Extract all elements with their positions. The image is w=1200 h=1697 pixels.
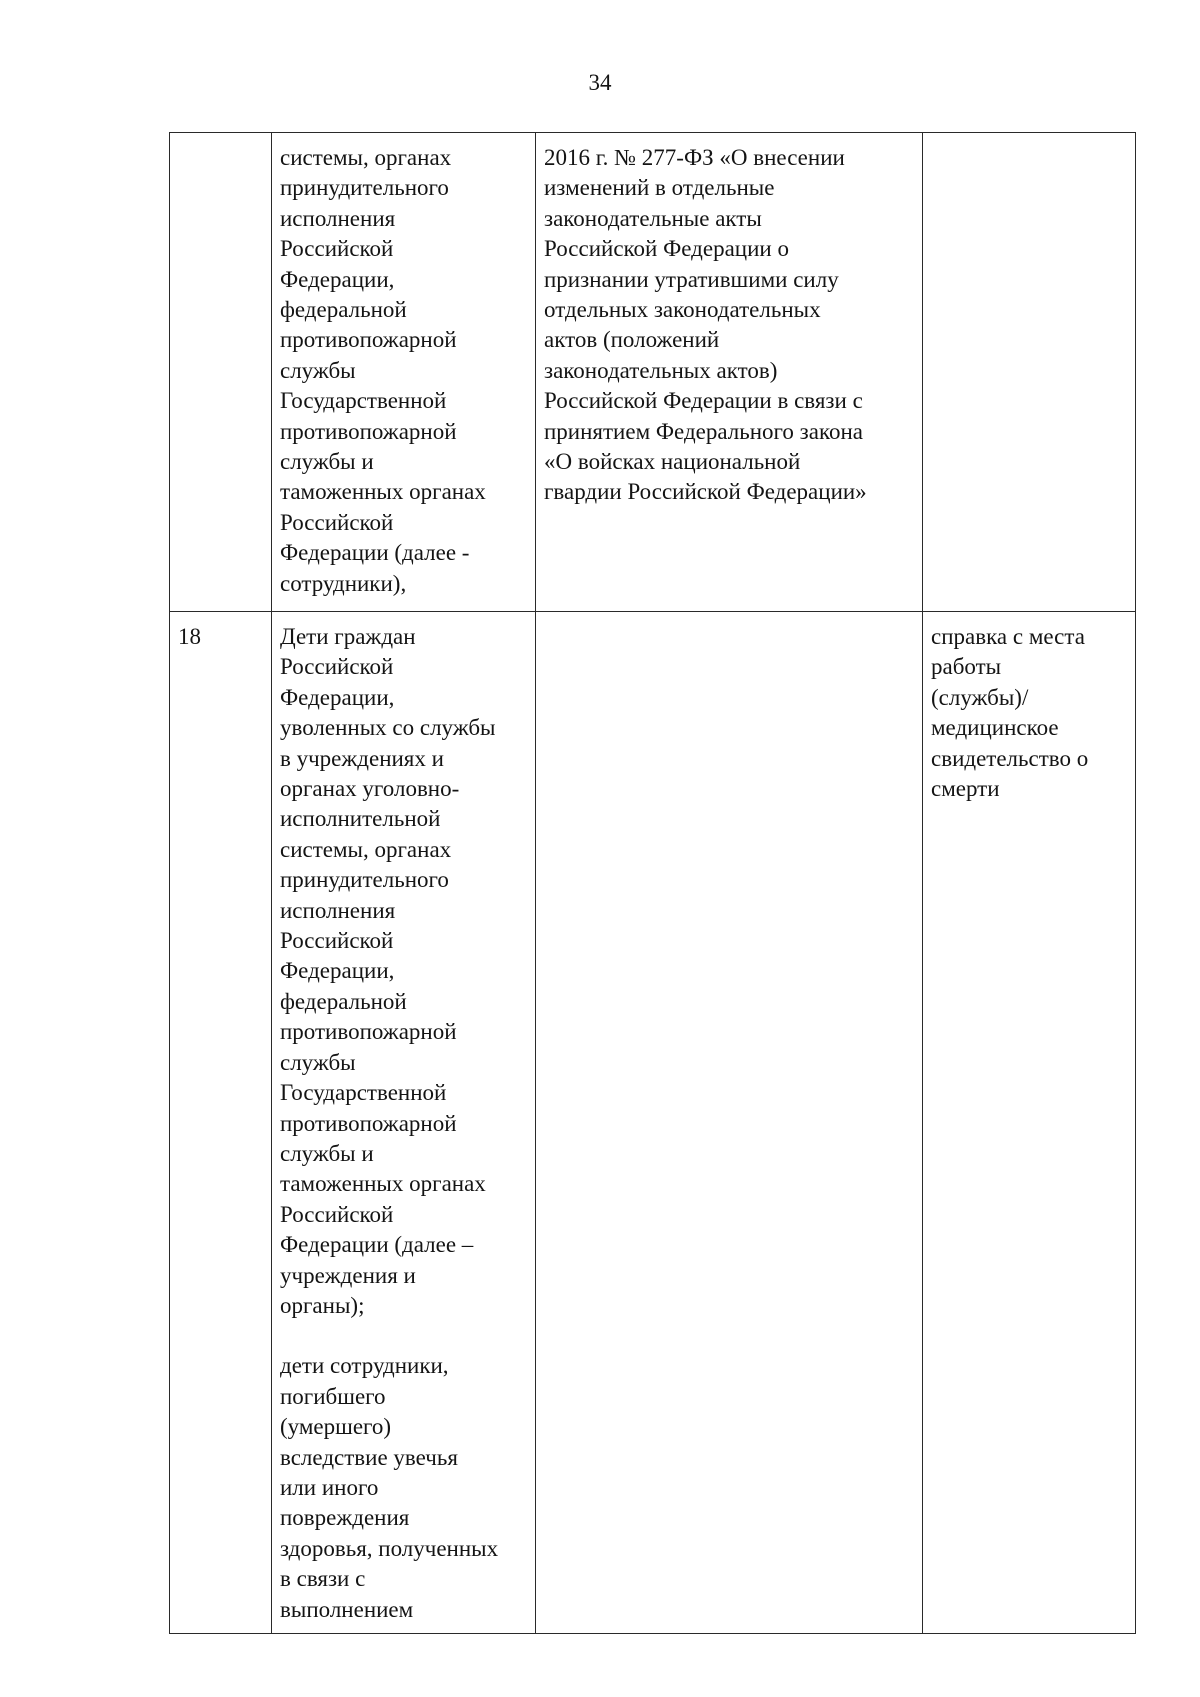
text-line: (умершего) [280,1414,392,1440]
text-line: исполнения [280,205,396,231]
text-line: в учреждениях и [280,745,444,771]
text-line: смерти [931,776,1000,802]
text-line: здоровья, полученных [280,1535,499,1561]
text-line: учреждения и [280,1262,416,1288]
text-line: справка с места [931,624,1085,649]
legal-basis-cell [536,133,923,612]
text-line: принятием Федерального закона [544,418,863,444]
text-line: противопожарной [280,1019,457,1045]
row-number-cell [170,133,272,612]
text-line: таможенных органах [280,1171,486,1197]
paragraph-gap [280,1321,527,1351]
text-line: выполнением [280,1596,414,1622]
text-line: погибшего [280,1383,386,1409]
text-line: службы и [280,449,374,475]
table-row [170,612,1136,1634]
text-line: Государственной [280,1080,447,1106]
text-line: службы [280,357,356,383]
text-line: органы); [280,1292,365,1318]
text-line: 2016 г. № 277-ФЗ «О внесении [544,145,845,170]
text-line: службы [280,1049,356,1075]
text-line: противопожарной [280,327,457,353]
row-number-cell [170,612,272,1634]
table-row [170,133,1136,612]
text-line: службы и [280,1140,374,1166]
text-line: Российской [280,509,394,535]
text-line: Дети граждан [280,624,416,649]
text-line: повреждения [280,1505,410,1531]
text-line: актов (положений [544,327,720,353]
category-cell [272,133,536,612]
text-line: дети сотрудники, [280,1353,449,1379]
text-line: (службы)/ [931,684,1029,710]
text-line: или иного [280,1474,379,1500]
legal-basis-cell [536,612,923,1634]
text-line: Государственной [280,388,447,414]
text-line: федеральной [280,988,407,1014]
text-line: в связи с [280,1566,366,1592]
text-line: противопожарной [280,418,457,444]
category-paragraph [280,622,527,1321]
text-line: законодательных актов) [544,357,778,383]
text-line: уволенных со службы [280,715,496,741]
documents-cell [923,133,1136,612]
category-cell [272,612,536,1634]
text-line: федеральной [280,297,407,323]
text-line: свидетельство о [931,745,1089,771]
text-line: изменений в отдельные [544,175,775,201]
row-number: 18 [178,624,201,649]
text-line: Российской [280,928,394,954]
text-line: органах уголовно- [280,776,460,802]
text-line: принудительного [280,175,449,201]
text-line: Российской Федерации в связи с [544,388,863,414]
text-line: признании утратившими силу [544,266,839,292]
text-line: Федерации, [280,266,395,292]
text-line: Федерации (далее – [280,1232,474,1258]
text-line: исполнения [280,897,396,923]
text-line: исполнительной [280,806,441,832]
text-line: системы, органах [280,836,452,862]
text-line: Федерации (далее - [280,540,470,566]
text-line: законодательные акты [544,205,762,231]
text-line: работы [931,654,1002,680]
text-line: Российской Федерации о [544,236,789,262]
text-line: «О войсках национальной [544,449,801,475]
text-line: принудительного [280,867,449,893]
text-line: Российской [280,1201,394,1227]
text-line: гвардии Российской Федерации» [544,479,867,505]
benefits-table [169,132,1136,1634]
text-line: таможенных органах [280,479,486,505]
text-line: системы, органах [280,145,452,170]
text-line: Российской [280,236,394,262]
text-line: Федерации, [280,684,395,710]
text-line: сотрудники), [280,570,407,596]
text-line: медицинское [931,715,1059,741]
text-line: вследствие увечья [280,1444,458,1470]
documents-cell [923,612,1136,1634]
category-paragraph [280,1351,527,1625]
text-line: Федерации, [280,958,395,984]
text-line: отдельных законодательных [544,297,821,323]
text-line: противопожарной [280,1110,457,1136]
page-number: 34 [588,70,612,95]
text-line: Российской [280,654,394,680]
